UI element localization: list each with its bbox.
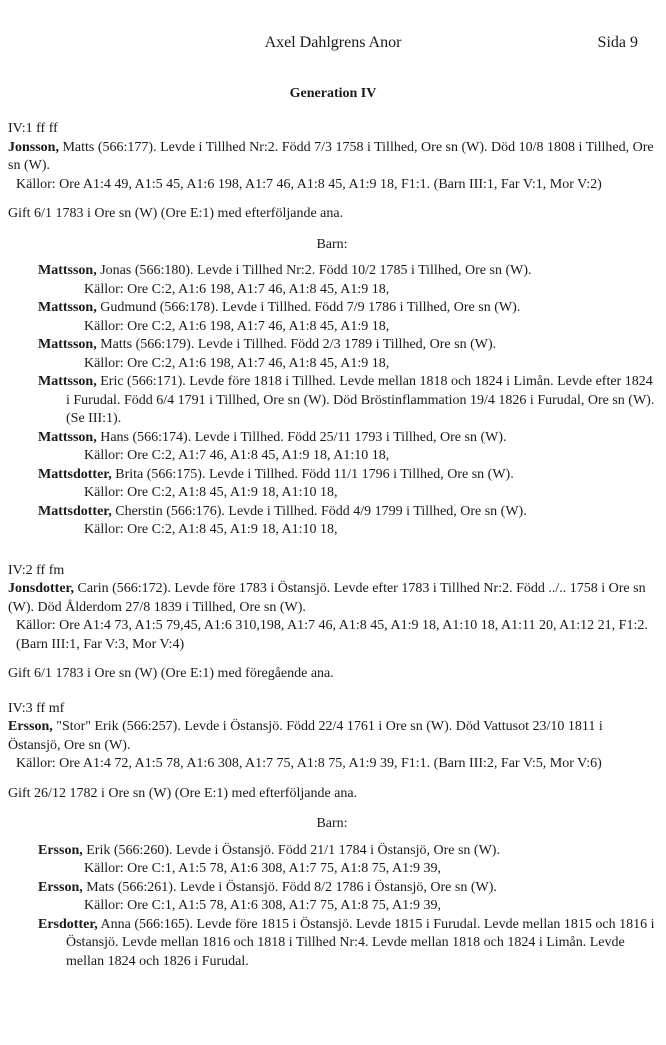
ancestor-sources: Källor: Ore A1:4 73, A1:5 79,45, A1:6 310,198, A1:7 46, A1:8 45, A1:9 18, A1:10 18, A1:11 20, A1:12 21, F1:2. (Barn III:1, Far V:3, Mor V:4) — [16, 618, 648, 652]
generation-heading: Generation IV — [289, 86, 377, 101]
ancestor-surname: Jonsson, — [8, 139, 59, 155]
ancestor-sources: Källor: Ore A1:4 49, A1:5 45, A1:6 198, A1:7 46, A1:8 45, A1:9 18, F1:1. (Barn III:1, Far V:1, Mor V:2) — [16, 176, 602, 192]
child-entry — [38, 262, 656, 299]
child-surname: Mattsson, — [38, 263, 97, 278]
ancestor-code: IV:1 ff ff — [8, 121, 58, 136]
child-details: Mats (566:261). Levde i Östansjö. Född 8/2 1786 i Östansjö, Ore sn (W). — [82, 879, 497, 895]
children-list — [8, 262, 656, 540]
child-sources: Källor: Ore C:2, A1:6 198, A1:7 46, A1:8 45, A1:9 18, — [84, 355, 390, 371]
ancestor-surname: Ersson, — [8, 719, 53, 734]
child-surname: Mattsson, — [38, 337, 97, 352]
ancestor-code: IV:3 ff mf — [8, 700, 65, 716]
child-details: Cherstin (566:176). Levde i Tillhed. Född 4/9 1799 i Tillhed, Ore sn (W). — [111, 503, 527, 519]
marriage-note: Gift 26/12 1782 i Ore sn (W) (Ore E:1) med efterföljande ana. — [8, 785, 358, 801]
child-surname: Mattsson, — [38, 300, 97, 315]
child-entry — [38, 466, 656, 503]
ancestor-details: "Stor" Erik (566:257). Levde i Östansjö. Född 22/4 1761 i Ore sn (W). Död Vattusot 23/10 1811 i Östansjö, Ore sn (W). — [8, 719, 603, 753]
child-sources: Källor: Ore C:2, A1:6 198, A1:7 46, A1:8 45, A1:9 18, — [84, 318, 390, 334]
children-heading: Barn: — [316, 816, 348, 831]
child-details: Gudmund (566:178). Levde i Tillhed. Född 7/9 1786 i Tillhed, Ore sn (W). — [96, 300, 521, 315]
child-sources: Källor: Ore C:2, A1:7 46, A1:8 45, A1:9 18, A1:10 18, — [84, 448, 390, 463]
child-surname: Ersson, — [38, 842, 83, 858]
ancestor-entry-iv3 — [8, 700, 656, 972]
child-details: Matts (566:179). Levde i Tillhed. Född 2/3 1789 i Tillhed, Ore sn (W). — [96, 337, 497, 352]
child-surname: Mattsdotter, — [38, 466, 112, 482]
child-details: Erik (566:260). Levde i Östansjö. Född 21/1 1784 i Östansjö, Ore sn (W). — [82, 842, 500, 858]
ancestor-record — [8, 718, 656, 755]
child-entry — [38, 503, 656, 540]
marriage-note: Gift 6/1 1783 i Ore sn (W) (Ore E:1) med efterföljande ana. — [8, 206, 344, 221]
child-details: Anna (566:165). Levde före 1815 i Östansjö. Levde 1815 i Furudal. Levde mellan 1815 och 1816 i Östansjö. Levde mellan 1816 och 1818 i Tillhed Nr:4. Levde mellan 1818 och 1824 i Limån. Levde mellan 1824 och 1826 i Furudal. — [66, 916, 655, 969]
ancestor-record — [8, 580, 656, 617]
child-entry — [38, 336, 656, 373]
child-details: Hans (566:174). Levde i Tillhed. Född 25/11 1793 i Tillhed, Ore sn (W). — [96, 429, 507, 445]
child-sources: Källor: Ore C:2, A1:8 45, A1:9 18, A1:10 18, — [84, 485, 338, 500]
ancestor-record — [8, 139, 656, 176]
ancestor-surname: Jonsdotter, — [8, 581, 74, 596]
children-list — [8, 842, 656, 972]
ancestor-entry-iv2 — [8, 562, 656, 684]
ancestor-details: Carin (566:172). Levde före 1783 i Östansjö. Levde efter 1783 i Tillhed Nr:2. Född ../.. 1758 i Ore sn (W). Död Ålderdom 27/8 1839 i Tillhed, Ore sn (W). — [8, 581, 646, 615]
child-surname: Ersdotter, — [38, 916, 98, 932]
child-entry — [38, 879, 656, 916]
child-entry — [38, 429, 656, 466]
child-details: Jonas (566:180). Levde i Tillhed Nr:2. Född 10/2 1785 i Tillhed, Ore sn (W). — [96, 263, 532, 278]
child-surname: Mattsson, — [38, 429, 97, 445]
child-entry — [38, 916, 656, 972]
child-surname: Ersson, — [38, 879, 83, 895]
ancestor-entry-iv1 — [8, 120, 656, 540]
child-entry — [38, 842, 656, 879]
child-sources: Källor: Ore C:2, A1:6 198, A1:7 46, A1:8 45, A1:9 18, — [84, 281, 390, 297]
document-body — [8, 120, 656, 971]
ancestor-sources: Källor: Ore A1:4 72, A1:5 78, A1:6 308, A1:7 75, A1:8 75, A1:9 39, F1:1. (Barn III:2, Far V:5, Mor V:6) — [16, 756, 602, 771]
children-heading: Barn: — [316, 236, 348, 252]
child-details: Brita (566:175). Levde i Tillhed. Född 11/1 1796 i Tillhed, Ore sn (W). — [111, 466, 514, 482]
child-sources: Källor: Ore C:1, A1:5 78, A1:6 308, A1:7 75, A1:8 75, A1:9 39, — [84, 898, 442, 913]
ancestor-details: Matts (566:177). Levde i Tillhed Nr:2. Född 7/3 1758 i Tillhed, Ore sn (W). Död 10/8 1808 i Tillhed, Ore sn (W). — [8, 139, 654, 173]
page-number: Sida 9 — [597, 34, 638, 51]
marriage-note: Gift 6/1 1783 i Ore sn (W) (Ore E:1) med föregående ana. — [8, 666, 334, 681]
ancestor-code: IV:2 ff fm — [8, 562, 65, 578]
running-header-title: Axel Dahlgrens Anor — [264, 34, 402, 51]
child-sources: Källor: Ore C:1, A1:5 78, A1:6 308, A1:7 75, A1:8 75, A1:9 39, — [84, 861, 442, 876]
child-surname: Mattsson, — [38, 374, 97, 389]
child-entry — [38, 299, 656, 336]
child-entry — [38, 373, 656, 429]
child-sources: Källor: Ore C:2, A1:8 45, A1:9 18, A1:10 18, — [84, 522, 338, 537]
child-surname: Mattsdotter, — [38, 503, 112, 519]
child-details: Eric (566:171). Levde före 1818 i Tillhed. Levde mellan 1818 och 1824 i Limån. Levde efter 1824 i Furudal. Född 6/4 1791 i Tillhed, Ore sn (W). Död Bröstinflammation 19/4 1826 i Furudal, Ore sn (W). (Se III:1). — [66, 374, 655, 426]
